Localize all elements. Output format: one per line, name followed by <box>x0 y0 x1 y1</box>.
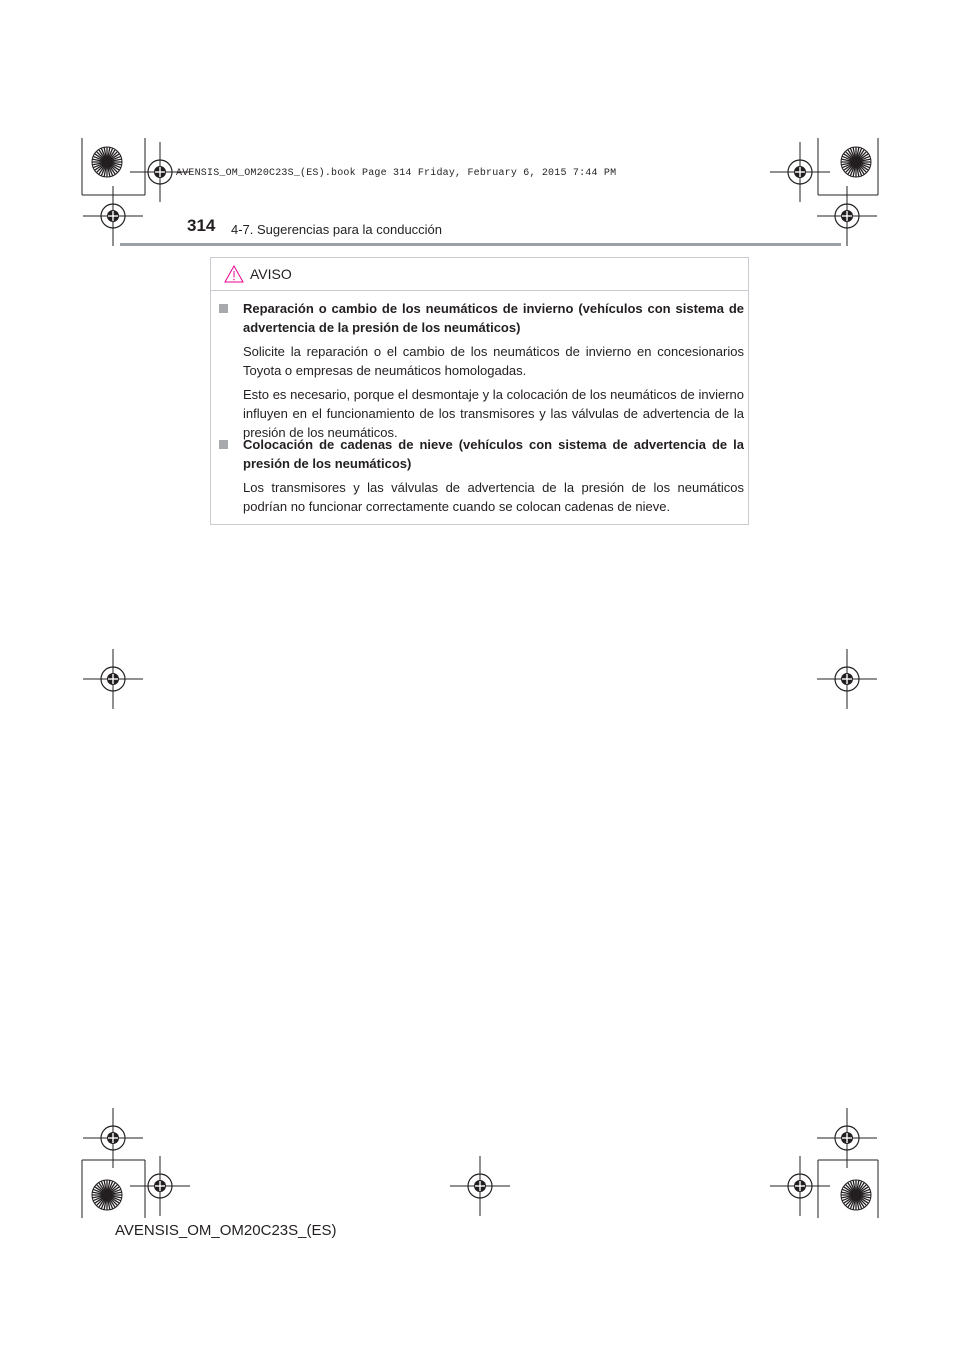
square-bullet-icon <box>219 304 228 313</box>
warning-header <box>224 258 524 290</box>
warning-triangle-icon <box>224 265 244 283</box>
warning-item-title: Reparación o cambio de los neumáticos de invierno (vehículos con sistema de advertencia de la presión de los neumáticos) <box>243 301 744 335</box>
square-bullet-icon <box>219 440 228 449</box>
warning-box <box>210 257 749 525</box>
document-code: AVENSIS_OM_OM20C23S_(ES) <box>115 1222 337 1239</box>
header-rule <box>120 243 841 246</box>
page-number: 314 <box>187 216 216 235</box>
warning-item-paragraph: Esto es necesario, porque el desmontaje y la colocación de los neumáticos de invierno influyen en el funcionamiento de los transmisores y las válvulas de advertencia de la presión de los neumáticos. <box>243 387 744 440</box>
warning-item <box>217 435 744 521</box>
section-title: 4-7. Sugerencias para la conducción <box>231 222 443 237</box>
warning-item-paragraph: Solicite la reparación o el cambio de los neumáticos de invierno en concesionarios Toyota o empresas de neumáticos homologadas. <box>243 344 744 378</box>
warning-item-title: Colocación de cadenas de nieve (vehículos con sistema de advertencia de la presión de los neumáticos) <box>243 437 744 471</box>
warning-divider <box>211 290 748 291</box>
warning-label: AVISO <box>250 266 292 282</box>
warning-item-paragraph: Los transmisores y las válvulas de advertencia de la presión de los neumáticos podrían no funcionar correctamente cuando se colocan cadenas de nieve. <box>243 480 744 514</box>
warning-item <box>217 299 744 447</box>
book-file-info: AVENSIS_OM_OM20C23S_(ES).book Page 314 Friday, February 6, 2015 7:44 PM <box>176 168 617 179</box>
